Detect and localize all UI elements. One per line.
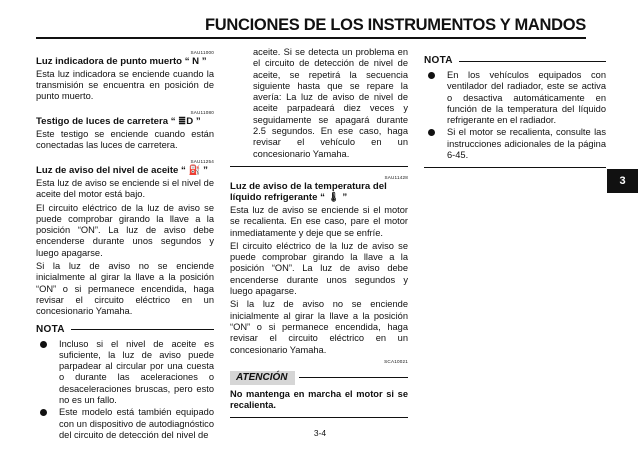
column-1 bbox=[36, 47, 214, 442]
section-title-oil-level: Luz de aviso del nivel de aceite “ ⛽ ” bbox=[36, 165, 208, 177]
warning-header bbox=[230, 371, 408, 385]
note-rule bbox=[71, 329, 214, 330]
page-title: FUNCIONES DE LOS INSTRUMENTOS Y MANDOS bbox=[205, 16, 586, 34]
warning-code: SCA10021 bbox=[384, 358, 408, 364]
column-3 bbox=[424, 47, 606, 168]
chapter-tab: 3 bbox=[607, 169, 638, 193]
section-code: SAU11080 bbox=[190, 110, 214, 116]
section-text: El circuito eléctrico de la luz de aviso se puede comprobar girando la llave a la posición “ON”. La luz de aviso debe encenderse durante unos segundos y luego apagarse. bbox=[36, 202, 214, 258]
list-item: Si el motor se recalienta, consulte las instrucciones adicionales de la página 6-45. bbox=[424, 127, 606, 161]
note-list bbox=[36, 339, 214, 442]
warning-end-rule bbox=[230, 417, 408, 418]
note-title: NOTA bbox=[424, 55, 453, 66]
note-header bbox=[424, 55, 606, 67]
section-text: Esta luz de aviso se enciende si el nivel de aceite del motor está bajo. bbox=[36, 177, 214, 200]
bullet-icon bbox=[428, 129, 435, 136]
warning-text: No mantenga en marcha el motor si se recalienta. bbox=[230, 388, 408, 411]
title-rule bbox=[36, 37, 586, 39]
section-title-coolant: Luz de aviso de la temperatura del líquido refrigerante “ 🌡 ” bbox=[230, 180, 387, 204]
section-text: Si la luz de aviso no se enciende inicialmente al girar la llave a la posición “ON” o si permanece encendida, haga revisar el circuito eléctrico en un concesionario Yamaha. bbox=[230, 299, 408, 355]
note-continuation bbox=[230, 47, 408, 160]
note-title: NOTA bbox=[36, 323, 65, 335]
list-item: aceite. Si se detecta un problema en el circuito de detección de nivel de aceite, se repetirá la secuencia siguiente hasta que se repare la avería: La luz de aviso de nivel de aceite parpadeará diez veces y seguidamente se apagará durante 2.5 segundos. En ese caso, haga revisar el vehículo en un concesionario Yamaha. bbox=[253, 47, 408, 159]
section-code: SAU11254 bbox=[190, 159, 214, 165]
note-end-rule bbox=[230, 166, 408, 167]
warning-title: ATENCIÓN bbox=[230, 371, 295, 385]
column-2 bbox=[230, 47, 408, 418]
section-text: El circuito eléctrico de la luz de aviso se puede comprobar girando la llave a la posición “ON”. La luz de aviso debe encenderse durante unos segundos y luego apagarse. bbox=[230, 240, 408, 297]
warning-rule bbox=[299, 377, 408, 378]
bullet-icon bbox=[40, 341, 47, 348]
note-list bbox=[424, 70, 606, 161]
note-header bbox=[36, 324, 214, 336]
section-title-high-beam: Testigo de luces de carretera “ ≣D ” bbox=[36, 116, 201, 128]
bullet-icon bbox=[428, 72, 435, 79]
section-text: Esta luz indicadora se enciende cuando la transmisión se encuentra en posición de punto muerto. bbox=[36, 68, 214, 102]
page-number: 3-4 bbox=[313, 428, 327, 438]
section-text: Esta luz de aviso se enciende si el motor se recalienta. En ese caso, pare el motor inmediatamente y deje que se enfríe. bbox=[230, 204, 408, 238]
note-end-rule bbox=[424, 167, 606, 168]
list-item: En los vehículos equipados con ventilador del radiador, este se activa o desactiva automáticamente en función de la temperatura del líquido refrigerante en el radiador. bbox=[424, 70, 606, 126]
section-code: SAU11000 bbox=[190, 50, 214, 55]
section-text: Si la luz de aviso no se enciende inicialmente al girar la llave a la posición “ON” o si permanece encendida, haga revisar el circuito eléctrico en un concesionario Yamaha. bbox=[36, 261, 214, 317]
section-text: Este testigo se enciende cuando están conectadas las luces de carretera. bbox=[36, 128, 214, 151]
list-item: Incluso si el nivel de aceite es suficiente, la luz de aviso puede parpadear al circular por una cuesta o durante las aceleraciones o desaceleraciones bruscas, pero esto no es un fallo. bbox=[36, 339, 214, 407]
section-code: SAU11428 bbox=[384, 174, 408, 180]
bullet-icon bbox=[40, 409, 47, 416]
list-item: Este modelo está también equipado con un dispositivo de autodiagnóstico del circuito de detección del nivel de bbox=[36, 407, 214, 441]
section-title-neutral: Luz indicadora de punto muerto “ N ” bbox=[36, 56, 207, 67]
note-rule bbox=[459, 61, 606, 62]
